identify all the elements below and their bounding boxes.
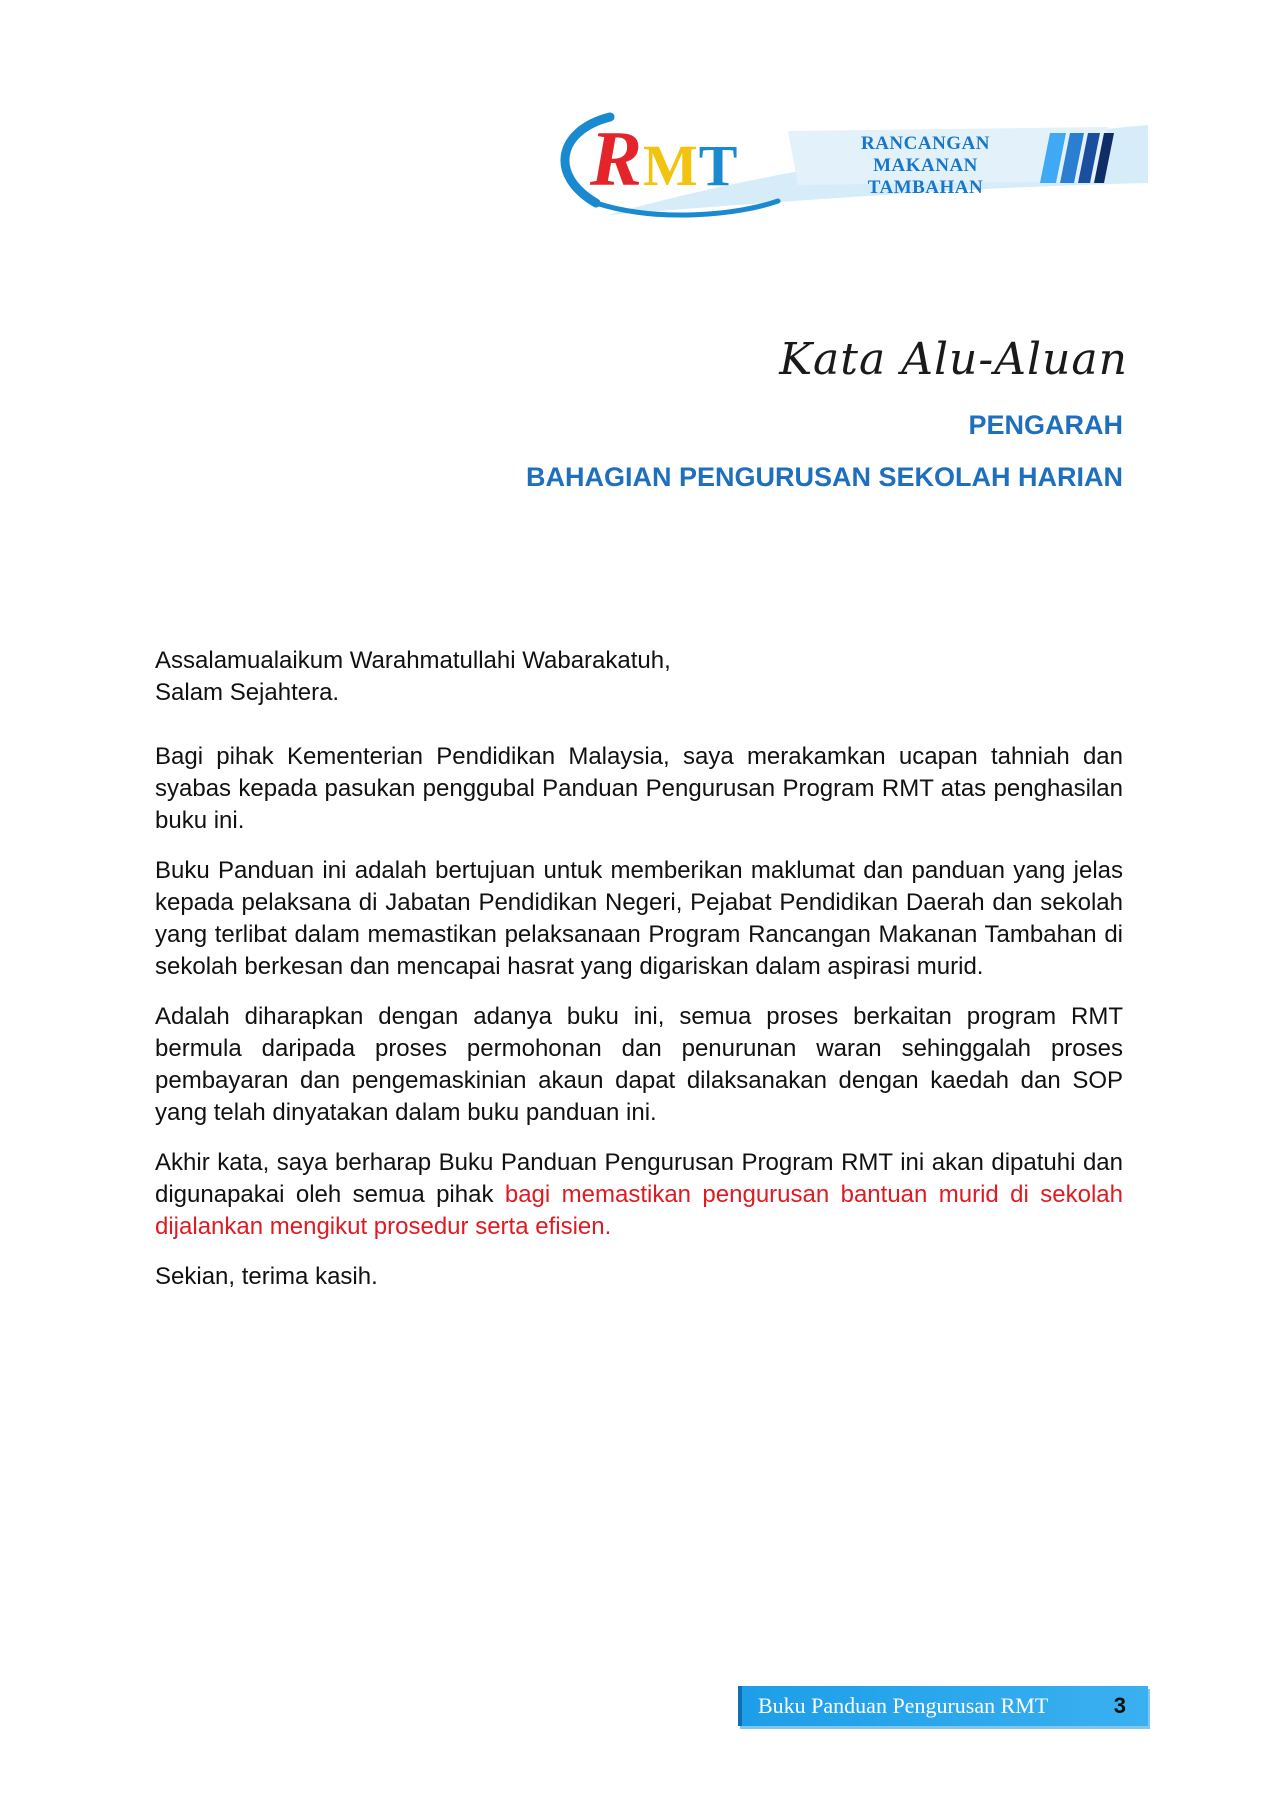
greeting-line1: Assalamualaikum Warahmatullahi Wabarakatuh, bbox=[155, 647, 671, 674]
greeting-line2: Salam Sejahtera. bbox=[155, 679, 340, 706]
logo-subtitle-line1: RANCANGAN MAKANAN bbox=[860, 133, 991, 176]
position-heading: PENGARAH bbox=[968, 410, 1123, 440]
page-number: 3 bbox=[1113, 1693, 1126, 1718]
page-footer bbox=[738, 1686, 1148, 1726]
logo-subtitle-line2: TAMBAHAN bbox=[867, 177, 984, 198]
paragraph-1: Bagi pihak Kementerian Pendidikan Malaysia, saya merakamkan ucapan tahniah dan syabas kepada pasukan penggubal Panduan Pengurusan Program RMT atas penghasilan buku ini. bbox=[155, 743, 1123, 834]
paragraph-4 bbox=[155, 1147, 1123, 1243]
rmt-logo bbox=[548, 105, 1153, 225]
division-heading: BAHAGIAN PENGURUSAN SEKOLAH HARIAN bbox=[525, 462, 1123, 492]
logo-letter-t: T bbox=[698, 133, 739, 198]
logo-letter-m: M bbox=[643, 133, 699, 198]
paragraph-4-text: Akhir kata, saya berharap Buku Panduan Pengurusan Program RMT ini akan dipatuhi dan digunapakai oleh semua pihak bbox=[155, 1149, 1123, 1208]
paragraph-4-highlight: bagi memastikan pengurusan bantuan murid di sekolah dijalankan mengikut prosedur serta efisien. bbox=[155, 1181, 1123, 1240]
footer-title: Buku Panduan Pengurusan RMT bbox=[758, 1693, 1049, 1718]
paragraph-2: Buku Panduan ini adalah bertujuan untuk memberikan maklumat dan panduan yang jelas kepada pelaksana di Jabatan Pendidikan Negeri, Pejabat Pendidikan Daerah dan sekolah yang terlibat dalam memastikan pelaksanaan Program Rancangan Makanan Tambahan di sekolah berkesan dan mencapai hasrat yang digariskan dalam aspirasi murid. bbox=[155, 857, 1123, 980]
logo-wordmark bbox=[590, 115, 739, 202]
logo-subtitle bbox=[818, 133, 1033, 199]
greeting bbox=[155, 645, 1123, 709]
letter-body bbox=[155, 645, 1123, 1311]
script-title: Kata Alu-Aluan bbox=[779, 334, 1128, 385]
closing: Sekian, terima kasih. bbox=[155, 1263, 378, 1290]
paragraph-3: Adalah diharapkan dengan adanya buku ini, semua proses berkaitan program RMT bermula daripada proses permohonan dan penurunan waran sehinggalah proses pembayaran dan pengemaskinian akaun dapat dilaksanakan dengan kaedah dan SOP yang telah dinyatakan dalam buku panduan ini. bbox=[155, 1003, 1123, 1126]
logo-letter-r: R bbox=[590, 115, 644, 202]
